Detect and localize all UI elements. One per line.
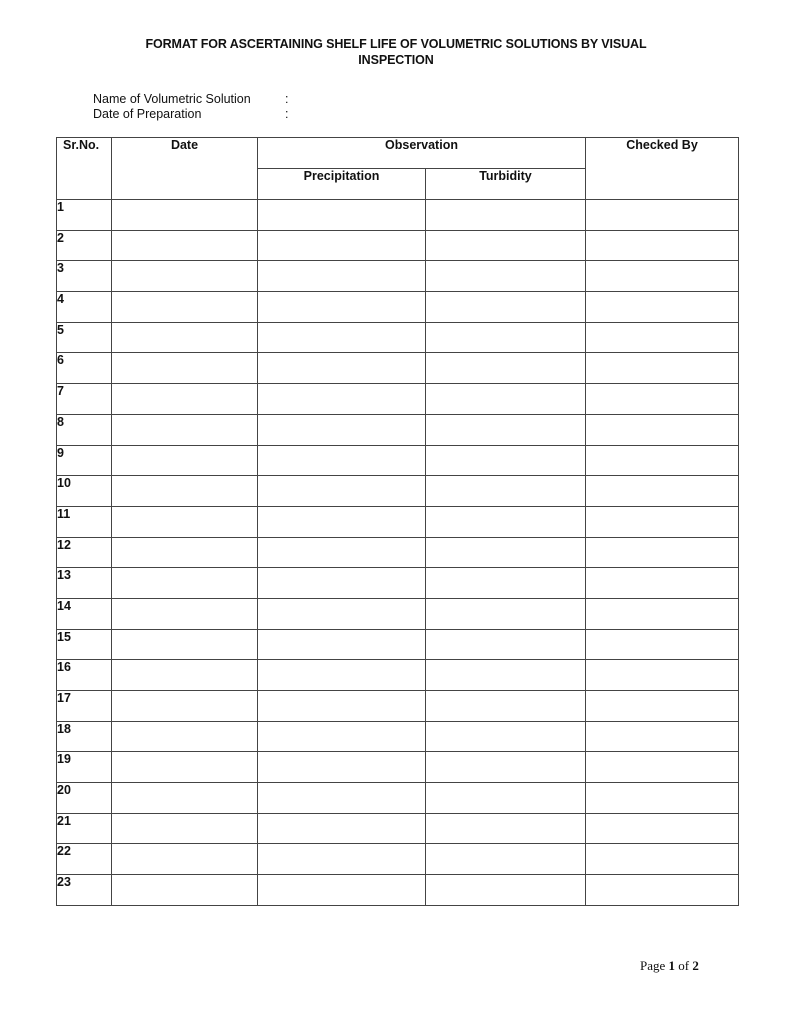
row-number: 23 [57, 875, 112, 906]
turbidity-cell[interactable] [426, 813, 586, 844]
field-date-of-preparation [93, 107, 288, 121]
table-row [57, 261, 739, 292]
checked-by-cell[interactable] [586, 813, 739, 844]
date-cell[interactable] [112, 445, 258, 476]
page-total: 2 [692, 958, 699, 973]
date-cell[interactable] [112, 660, 258, 691]
date-cell[interactable] [112, 537, 258, 568]
date-cell[interactable] [112, 629, 258, 660]
checked-by-cell[interactable] [586, 568, 739, 599]
precipitation-cell[interactable] [258, 200, 426, 231]
header-srno: Sr.No. [57, 138, 112, 200]
precipitation-cell[interactable] [258, 537, 426, 568]
row-number: 17 [57, 691, 112, 722]
date-cell[interactable] [112, 813, 258, 844]
table-row [57, 813, 739, 844]
table-row [57, 476, 739, 507]
precipitation-cell[interactable] [258, 721, 426, 752]
header-date: Date [112, 138, 258, 200]
precipitation-cell[interactable] [258, 875, 426, 906]
turbidity-cell[interactable] [426, 445, 586, 476]
turbidity-cell[interactable] [426, 322, 586, 353]
checked-by-cell[interactable] [586, 691, 739, 722]
header-precipitation: Precipitation [258, 169, 426, 200]
turbidity-cell[interactable] [426, 844, 586, 875]
table-row [57, 721, 739, 752]
checked-by-cell[interactable] [586, 261, 739, 292]
row-number: 18 [57, 721, 112, 752]
row-number: 7 [57, 384, 112, 415]
row-number: 12 [57, 537, 112, 568]
row-number: 3 [57, 261, 112, 292]
row-number: 10 [57, 476, 112, 507]
date-cell[interactable] [112, 261, 258, 292]
turbidity-cell[interactable] [426, 568, 586, 599]
page-of-word: of [678, 958, 690, 973]
precipitation-cell[interactable] [258, 598, 426, 629]
precipitation-cell[interactable] [258, 568, 426, 599]
checked-by-cell[interactable] [586, 506, 739, 537]
row-number: 9 [57, 445, 112, 476]
checked-by-cell[interactable] [586, 783, 739, 814]
turbidity-cell[interactable] [426, 476, 586, 507]
date-cell[interactable] [112, 292, 258, 323]
row-number: 1 [57, 200, 112, 231]
precipitation-cell[interactable] [258, 691, 426, 722]
turbidity-cell[interactable] [426, 721, 586, 752]
precipitation-cell[interactable] [258, 844, 426, 875]
precipitation-cell[interactable] [258, 353, 426, 384]
table-row [57, 353, 739, 384]
page-current: 1 [668, 958, 676, 973]
date-cell[interactable] [112, 384, 258, 415]
date-colon: : [285, 107, 289, 121]
turbidity-cell[interactable] [426, 752, 586, 783]
checked-by-cell[interactable] [586, 844, 739, 875]
turbidity-cell[interactable] [426, 384, 586, 415]
document-title [60, 36, 732, 68]
checked-by-cell[interactable] [586, 200, 739, 231]
checked-by-cell[interactable] [586, 629, 739, 660]
precipitation-cell[interactable] [258, 414, 426, 445]
date-cell[interactable] [112, 476, 258, 507]
date-cell[interactable] [112, 875, 258, 906]
checked-by-cell[interactable] [586, 721, 739, 752]
row-number: 15 [57, 629, 112, 660]
row-number: 5 [57, 322, 112, 353]
row-number: 8 [57, 414, 112, 445]
header-observation: Observation [258, 138, 586, 169]
row-number: 11 [57, 506, 112, 537]
turbidity-cell[interactable] [426, 506, 586, 537]
title-line-2: INSPECTION [358, 53, 434, 67]
turbidity-cell[interactable] [426, 261, 586, 292]
row-number: 16 [57, 660, 112, 691]
checked-by-cell[interactable] [586, 537, 739, 568]
date-cell[interactable] [112, 844, 258, 875]
table-row [57, 691, 739, 722]
date-of-preparation-label: Date of Preparation [93, 107, 202, 121]
row-number: 6 [57, 353, 112, 384]
date-cell[interactable] [112, 598, 258, 629]
turbidity-cell[interactable] [426, 200, 586, 231]
title-line-1: FORMAT FOR ASCERTAINING SHELF LIFE OF VOLUMETRIC SOLUTIONS BY VISUAL [145, 37, 647, 51]
turbidity-cell[interactable] [426, 660, 586, 691]
checked-by-cell[interactable] [586, 660, 739, 691]
checked-by-cell[interactable] [586, 445, 739, 476]
table-row [57, 568, 739, 599]
table-row [57, 322, 739, 353]
checked-by-cell[interactable] [586, 292, 739, 323]
checked-by-cell[interactable] [586, 476, 739, 507]
page-footer [640, 958, 699, 974]
turbidity-cell[interactable] [426, 691, 586, 722]
checked-by-cell[interactable] [586, 752, 739, 783]
turbidity-cell[interactable] [426, 598, 586, 629]
precipitation-cell[interactable] [258, 292, 426, 323]
turbidity-cell[interactable] [426, 875, 586, 906]
header-turbidity: Turbidity [426, 169, 586, 200]
name-of-solution-label: Name of Volumetric Solution [93, 92, 251, 106]
table-row [57, 200, 739, 231]
table-row [57, 292, 739, 323]
table-row [57, 537, 739, 568]
precipitation-cell[interactable] [258, 752, 426, 783]
date-cell[interactable] [112, 414, 258, 445]
date-cell[interactable] [112, 721, 258, 752]
precipitation-cell[interactable] [258, 660, 426, 691]
turbidity-cell[interactable] [426, 629, 586, 660]
table-row [57, 506, 739, 537]
turbidity-cell[interactable] [426, 353, 586, 384]
checked-by-cell[interactable] [586, 875, 739, 906]
table-row [57, 783, 739, 814]
date-cell[interactable] [112, 322, 258, 353]
row-number: 20 [57, 783, 112, 814]
checked-by-cell[interactable] [586, 353, 739, 384]
date-cell[interactable] [112, 752, 258, 783]
page-word: Page [640, 958, 666, 973]
date-cell[interactable] [112, 353, 258, 384]
table-row [57, 414, 739, 445]
table-body [57, 200, 739, 906]
row-number: 4 [57, 292, 112, 323]
row-number: 22 [57, 844, 112, 875]
turbidity-cell[interactable] [426, 537, 586, 568]
precipitation-cell[interactable] [258, 322, 426, 353]
row-number: 19 [57, 752, 112, 783]
table-row [57, 752, 739, 783]
precipitation-cell[interactable] [258, 506, 426, 537]
date-cell[interactable] [112, 691, 258, 722]
table-row [57, 875, 739, 906]
turbidity-cell[interactable] [426, 414, 586, 445]
precipitation-cell[interactable] [258, 445, 426, 476]
header-checked-by: Checked By [586, 138, 739, 200]
date-cell[interactable] [112, 568, 258, 599]
turbidity-cell[interactable] [426, 783, 586, 814]
turbidity-cell[interactable] [426, 230, 586, 261]
turbidity-cell[interactable] [426, 292, 586, 323]
table-row [57, 230, 739, 261]
row-number: 2 [57, 230, 112, 261]
precipitation-cell[interactable] [258, 813, 426, 844]
table-row [57, 445, 739, 476]
row-number: 21 [57, 813, 112, 844]
checked-by-cell[interactable] [586, 322, 739, 353]
date-cell[interactable] [112, 230, 258, 261]
inspection-table [56, 137, 739, 906]
checked-by-cell[interactable] [586, 384, 739, 415]
precipitation-cell[interactable] [258, 261, 426, 292]
table-row [57, 660, 739, 691]
precipitation-cell[interactable] [258, 476, 426, 507]
table-row [57, 844, 739, 875]
precipitation-cell[interactable] [258, 230, 426, 261]
checked-by-cell[interactable] [586, 230, 739, 261]
date-cell[interactable] [112, 783, 258, 814]
precipitation-cell[interactable] [258, 384, 426, 415]
table-row [57, 384, 739, 415]
precipitation-cell[interactable] [258, 783, 426, 814]
row-number: 13 [57, 568, 112, 599]
date-cell[interactable] [112, 200, 258, 231]
table-row [57, 598, 739, 629]
name-colon: : [285, 92, 289, 106]
field-name-of-solution [93, 92, 288, 106]
date-cell[interactable] [112, 506, 258, 537]
checked-by-cell[interactable] [586, 414, 739, 445]
precipitation-cell[interactable] [258, 629, 426, 660]
row-number: 14 [57, 598, 112, 629]
checked-by-cell[interactable] [586, 598, 739, 629]
table-row [57, 629, 739, 660]
